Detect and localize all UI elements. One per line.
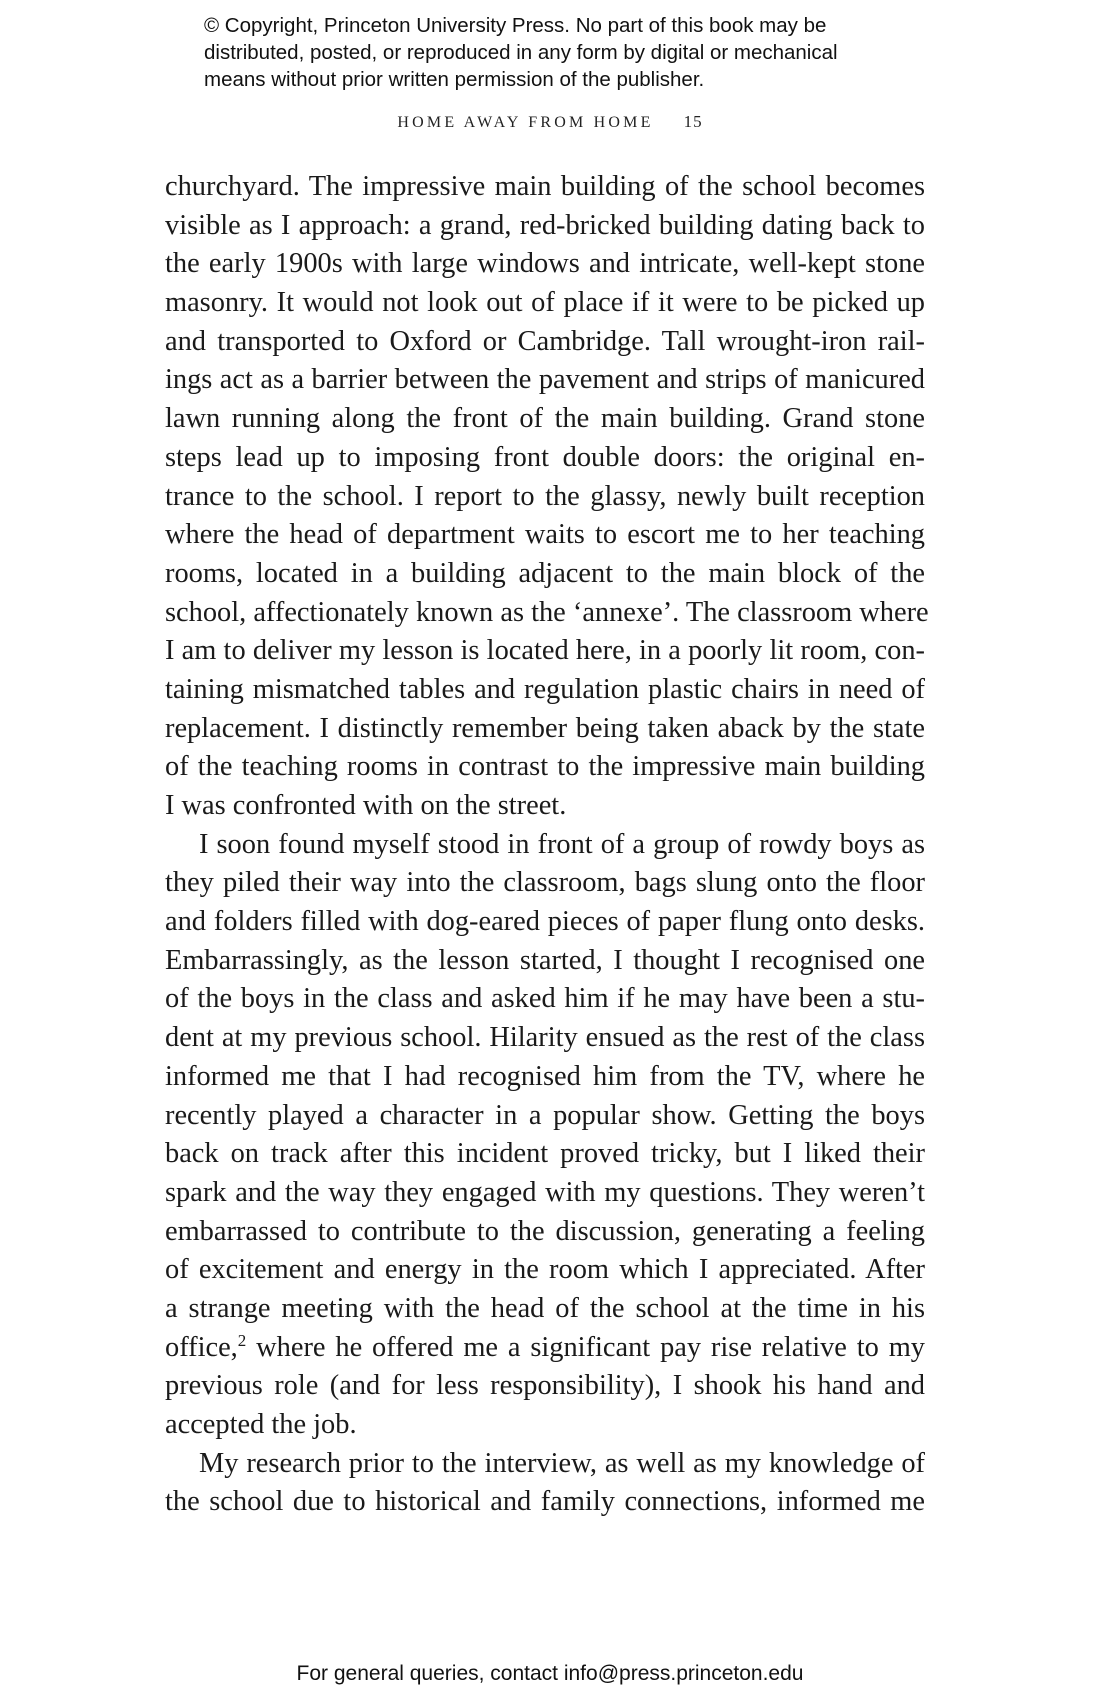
- running-head: [0, 112, 1100, 132]
- text-line: and transported to Oxford or Cambridge. Tall wrought-iron rail-: [165, 325, 925, 357]
- copyright-notice: [204, 12, 964, 93]
- text-line: replacement. I distinctly remember being taken aback by the state: [165, 712, 925, 744]
- text-line: Embarrassingly, as the lesson started, I thought I recognised one: [165, 944, 925, 976]
- text-line: school, affectionately known as the ‘annexe’. The classroom where: [165, 596, 929, 628]
- body-text: [165, 168, 929, 1522]
- text-line: of excitement and energy in the room which I appreciated. After: [165, 1254, 925, 1286]
- text-line: steps lead up to imposing front double doors: the original en-: [165, 441, 925, 473]
- text-line: informed me that I had recognised him from the TV, where he: [165, 1060, 925, 1092]
- text-line: taining mismatched tables and regulation plastic chairs in need of: [165, 673, 925, 705]
- text-line: embarrassed to contribute to the discussion, generating a feeling: [165, 1215, 925, 1247]
- text-line: trance to the school. I report to the glassy, newly built reception: [165, 480, 925, 512]
- text-line: previous role (and for less responsibility), I shook his hand and: [165, 1370, 925, 1402]
- text-line-with-footnote: [165, 1329, 925, 1368]
- text-line: visible as I approach: a grand, red-bricked building dating back to: [165, 209, 925, 241]
- footnote-reference[interactable]: 2: [237, 1330, 247, 1350]
- text-line: I am to deliver my lesson is located here, in a poorly lit room, con-: [165, 635, 925, 667]
- text-line: recently played a character in a popular show. Getting the boys: [165, 1099, 925, 1131]
- text-line: they piled their way into the classroom, bags slung onto the floor: [165, 867, 925, 899]
- text-line: I was confronted with on the street.: [165, 790, 567, 821]
- text-line: My research prior to the interview, as well as my knowledge of: [199, 1447, 925, 1479]
- text-line: ings act as a barrier between the pavement and strips of manicured: [165, 364, 925, 396]
- text-line: the early 1900s with large windows and intricate, well-kept stone: [165, 248, 925, 280]
- running-head-title: HOME AWAY FROM HOME: [397, 114, 654, 131]
- copyright-line: means without prior written permission of the publisher.: [204, 68, 705, 91]
- text-line: back on track after this incident proved tricky, but I liked their: [165, 1138, 925, 1170]
- text-line: of the boys in the class and asked him if he may have been a stu-: [165, 983, 925, 1015]
- text-line: accepted the job.: [165, 1409, 357, 1440]
- text-line: and folders filled with dog-eared pieces of paper flung onto desks.: [165, 906, 925, 938]
- text-fragment: office,: [165, 1331, 238, 1363]
- text-line: masonry. It would not look out of place if it were to be picked up: [165, 287, 925, 319]
- text-fragment: where he offered me a significant pay rise relative to my: [246, 1331, 925, 1363]
- text-line: dent at my previous school. Hilarity ensued as the rest of the class: [165, 1022, 925, 1054]
- text-line: the school due to historical and family connections, informed me: [165, 1486, 925, 1518]
- text-line: I soon found myself stood in front of a group of rowdy boys as: [199, 828, 925, 860]
- text-line: lawn running along the front of the main building. Grand stone: [165, 403, 925, 435]
- text-line: a strange meeting with the head of the school at the time in his: [165, 1292, 925, 1324]
- text-line: of the teaching rooms in contrast to the impressive main building: [165, 751, 925, 783]
- page-number: 15: [683, 112, 703, 131]
- text-line: churchyard. The impressive main building of the school becomes: [165, 171, 925, 202]
- copyright-line: distributed, posted, or reproduced in any form by digital or mechanical: [204, 41, 838, 64]
- copyright-line: © Copyright, Princeton University Press. No part of this book may be: [204, 14, 827, 37]
- text-line: where the head of department waits to escort me to her teaching: [165, 519, 925, 551]
- footer-contact: For general queries, contact info@press.princeton.edu: [296, 1662, 804, 1685]
- text-line: spark and the way they engaged with my questions. They weren’t: [165, 1176, 925, 1208]
- text-line: rooms, located in a building adjacent to the main block of the: [165, 557, 925, 589]
